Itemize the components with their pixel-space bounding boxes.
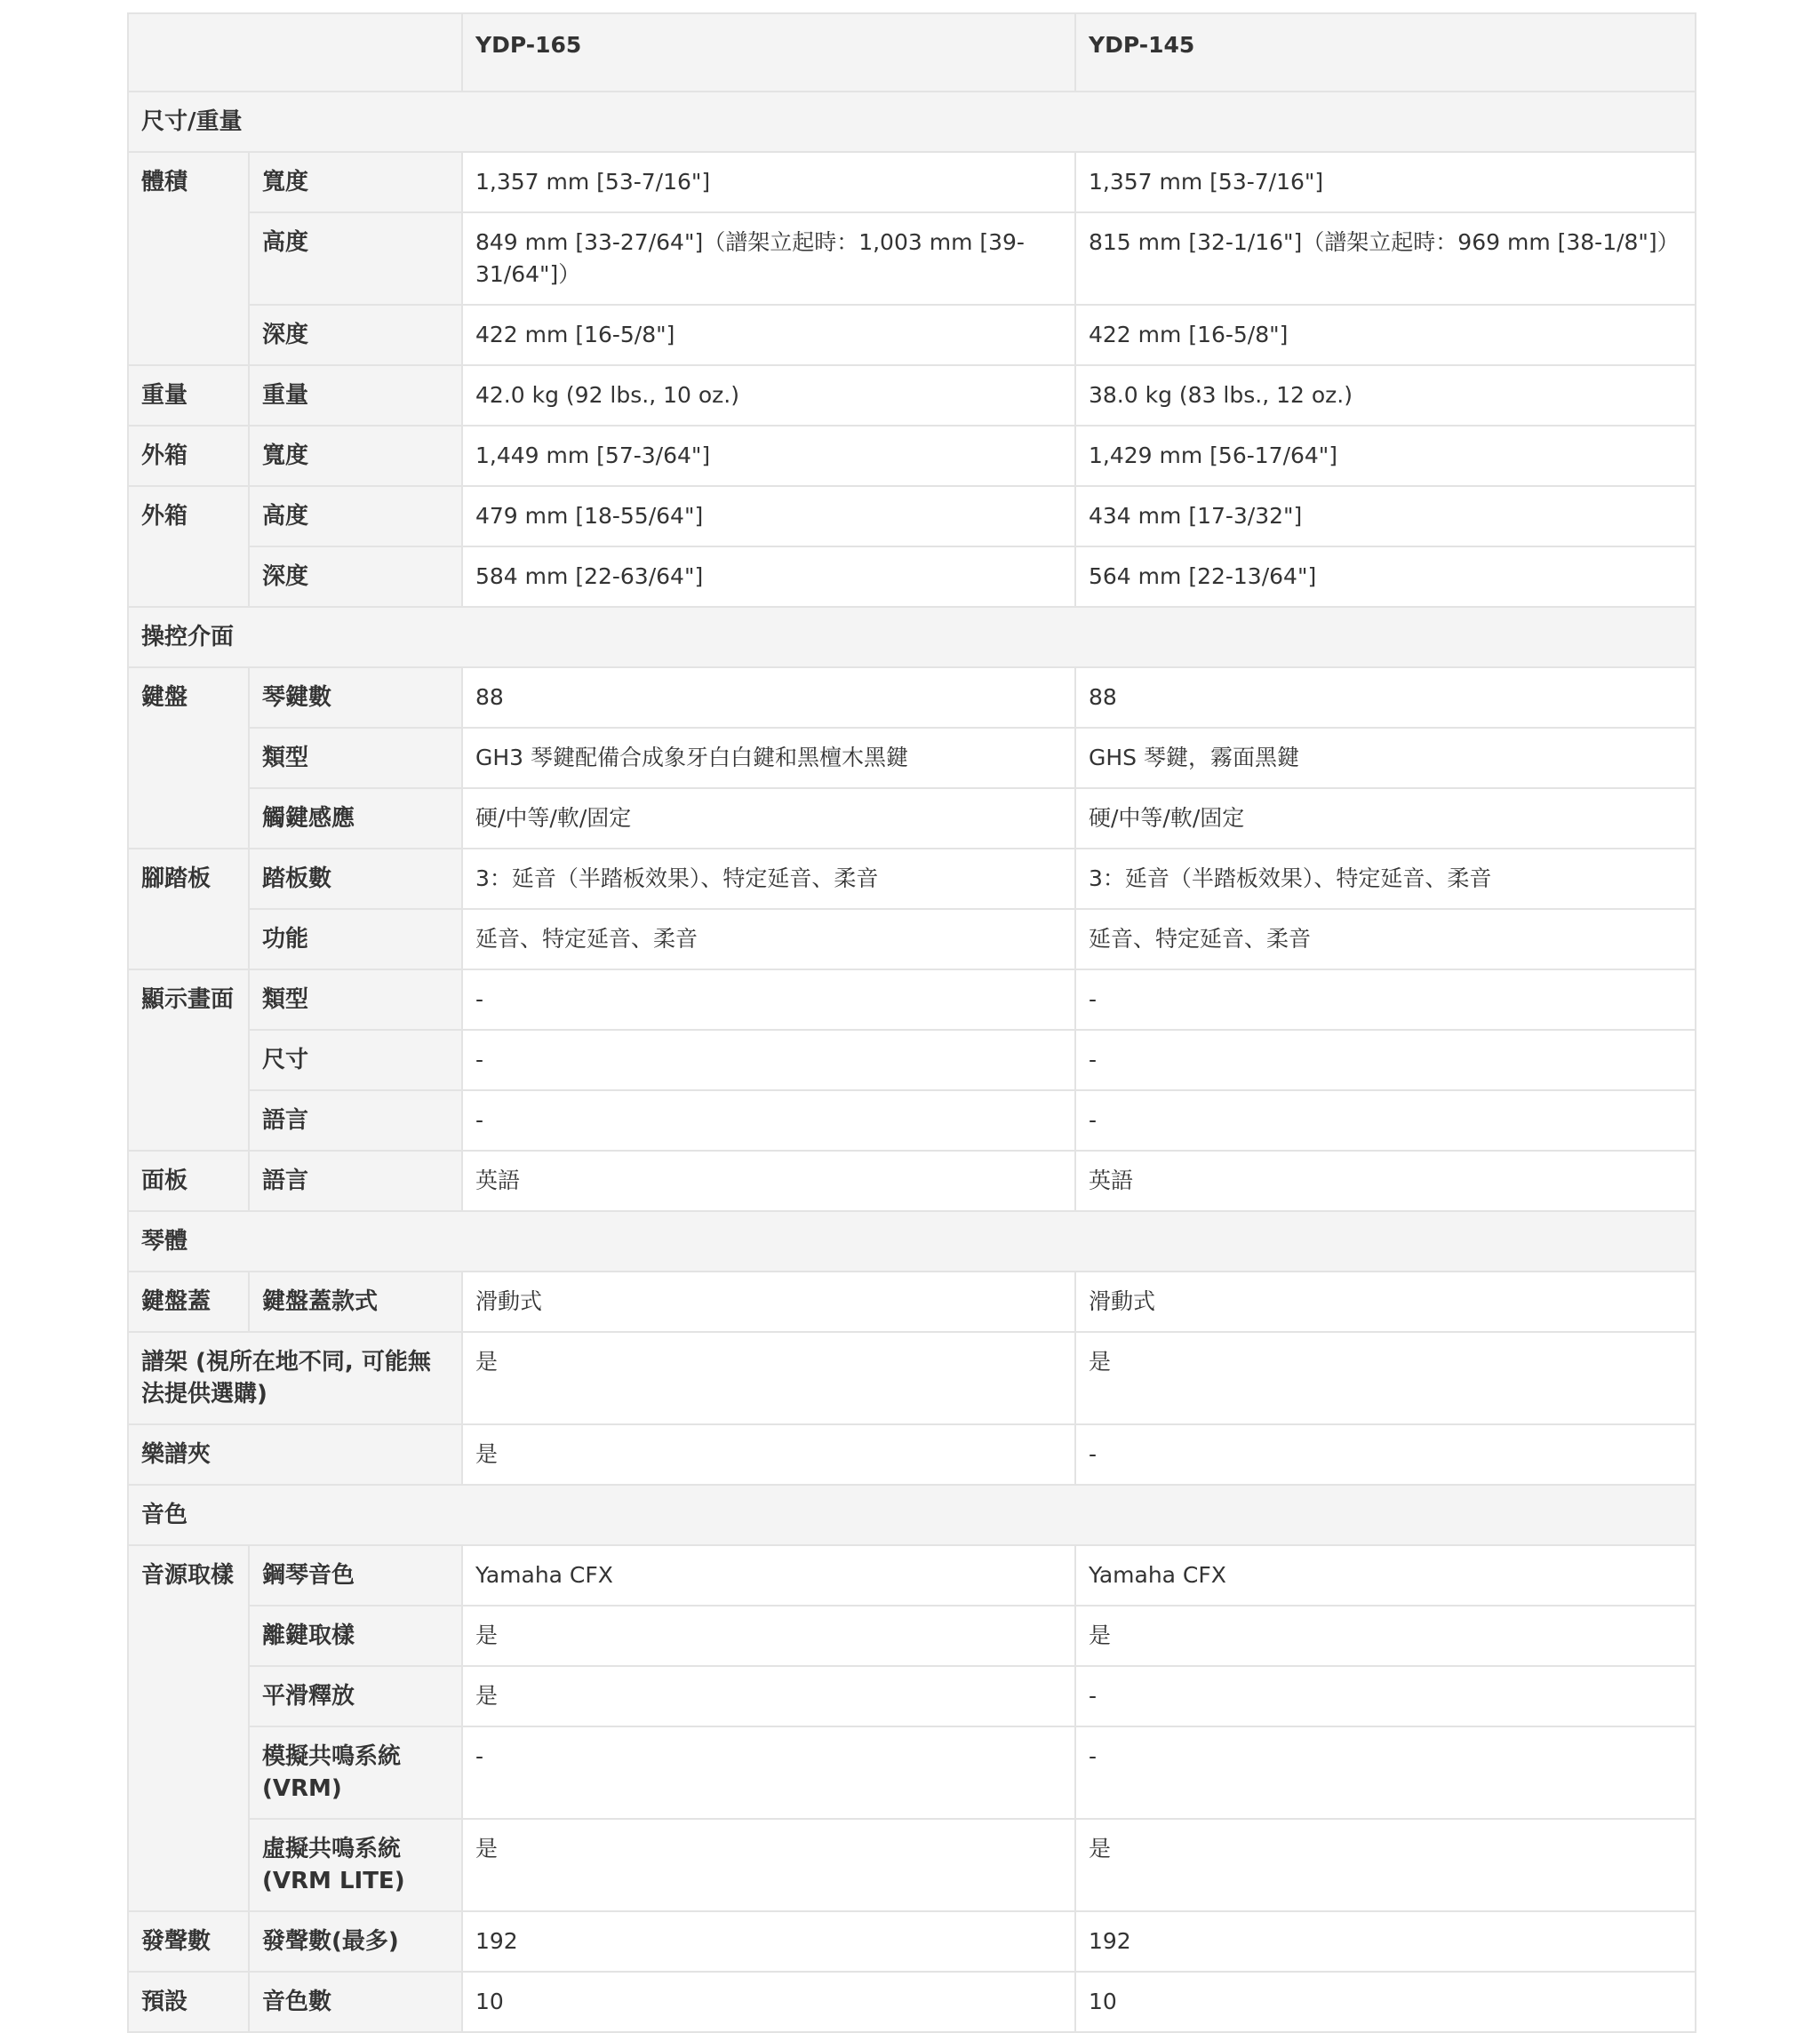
value-ydp145: - <box>1075 969 1696 1030</box>
value-ydp145: 10 <box>1075 1972 1696 2032</box>
value-ydp165: 是 <box>462 1819 1075 1911</box>
subcategory-label: 鋼琴音色 <box>249 1545 462 1606</box>
value-ydp165: 硬/中等/軟/固定 <box>462 788 1075 849</box>
value-ydp145: GHS 琴鍵，霧面黑鍵 <box>1075 728 1696 788</box>
category-label: 樂譜夾 <box>128 1424 462 1485</box>
subcategory-label: 深度 <box>249 546 462 607</box>
value-ydp145: Yamaha CFX <box>1075 1545 1696 1606</box>
category-label: 體積 <box>128 152 249 365</box>
table-row <box>128 212 1696 305</box>
value-ydp165: Yamaha CFX <box>462 1545 1075 1606</box>
table-row <box>128 1545 1696 1606</box>
subcategory-label: 琴鍵數 <box>249 667 462 728</box>
section-row-voice <box>128 1485 1696 1545</box>
value-ydp165: 1,449 mm [57-3/64"] <box>462 426 1075 486</box>
section-title: 操控介面 <box>128 607 1696 667</box>
subcategory-label: 模擬共鳴系統 (VRM) <box>249 1726 462 1819</box>
value-ydp165: 英語 <box>462 1151 1075 1211</box>
value-ydp165: 滑動式 <box>462 1272 1075 1332</box>
value-ydp145: 硬/中等/軟/固定 <box>1075 788 1696 849</box>
category-label: 腳踏板 <box>128 849 249 969</box>
value-ydp145: 是 <box>1075 1332 1696 1424</box>
value-ydp165: - <box>462 1726 1075 1819</box>
table-row <box>128 1090 1696 1151</box>
value-ydp145: 192 <box>1075 1911 1696 1972</box>
table-row <box>128 909 1696 969</box>
subcategory-label: 鍵盤蓋款式 <box>249 1272 462 1332</box>
category-label: 鍵盤 <box>128 667 249 849</box>
subcategory-label: 觸鍵感應 <box>249 788 462 849</box>
table-row <box>128 788 1696 849</box>
value-ydp165: 延音、特定延音、柔音 <box>462 909 1075 969</box>
value-ydp165: - <box>462 1030 1075 1090</box>
subcategory-label: 踏板數 <box>249 849 462 909</box>
value-ydp145: 88 <box>1075 667 1696 728</box>
value-ydp145: 815 mm [32-1/16"]（譜架立起時：969 mm [38-1/8"]） <box>1075 212 1696 305</box>
subcategory-label: 虛擬共鳴系統 (VRM LITE) <box>249 1819 462 1911</box>
table-row <box>128 546 1696 607</box>
subcategory-label: 發聲數(最多) <box>249 1911 462 1972</box>
subcategory-label: 語言 <box>249 1090 462 1151</box>
category-label: 外箱 <box>128 486 249 607</box>
subcategory-label: 類型 <box>249 728 462 788</box>
value-ydp165: 849 mm [33-27/64"]（譜架立起時：1,003 mm [39-31/64"]） <box>462 212 1075 305</box>
category-label: 重量 <box>128 365 249 426</box>
value-ydp165: 88 <box>462 667 1075 728</box>
subcategory-label: 高度 <box>249 212 462 305</box>
subcategory-label: 離鍵取樣 <box>249 1606 462 1666</box>
subcategory-label: 尺寸 <box>249 1030 462 1090</box>
value-ydp165: 是 <box>462 1332 1075 1424</box>
value-ydp145: - <box>1075 1030 1696 1090</box>
table-row <box>128 1819 1696 1911</box>
section-title: 琴體 <box>128 1211 1696 1272</box>
model-header-ydp165: YDP-165 <box>462 13 1075 92</box>
value-ydp165: 1,357 mm [53-7/16"] <box>462 152 1075 212</box>
value-ydp145: - <box>1075 1726 1696 1819</box>
category-label: 發聲數 <box>128 1911 249 1972</box>
subcategory-label: 功能 <box>249 909 462 969</box>
subcategory-label: 類型 <box>249 969 462 1030</box>
table-row <box>128 305 1696 365</box>
spec-table-container <box>127 12 1695 2033</box>
table-row <box>128 486 1696 546</box>
value-ydp145: - <box>1075 1090 1696 1151</box>
table-row <box>128 1726 1696 1819</box>
table-row <box>128 1606 1696 1666</box>
value-ydp145: 3：延音（半踏板效果）、特定延音、柔音 <box>1075 849 1696 909</box>
value-ydp145: 英語 <box>1075 1151 1696 1211</box>
subcategory-label: 音色數 <box>249 1972 462 2032</box>
subcategory-label: 語言 <box>249 1151 462 1211</box>
value-ydp165: 是 <box>462 1666 1075 1726</box>
value-ydp145: - <box>1075 1666 1696 1726</box>
value-ydp145: 434 mm [17-3/32"] <box>1075 486 1696 546</box>
subcategory-label: 寬度 <box>249 152 462 212</box>
value-ydp165: 192 <box>462 1911 1075 1972</box>
table-row <box>128 365 1696 426</box>
section-row-body <box>128 1211 1696 1272</box>
spec-comparison-table <box>127 12 1696 2033</box>
section-row-size <box>128 92 1696 152</box>
table-row <box>128 969 1696 1030</box>
value-ydp165: 是 <box>462 1606 1075 1666</box>
subcategory-label: 平滑釋放 <box>249 1666 462 1726</box>
subcategory-label: 深度 <box>249 305 462 365</box>
table-row <box>128 1972 1696 2032</box>
table-row <box>128 152 1696 212</box>
value-ydp145: 滑動式 <box>1075 1272 1696 1332</box>
table-row <box>128 1272 1696 1332</box>
section-title: 尺寸/重量 <box>128 92 1696 152</box>
value-ydp165: 3：延音（半踏板效果）、特定延音、柔音 <box>462 849 1075 909</box>
value-ydp145: 是 <box>1075 1606 1696 1666</box>
value-ydp165: 10 <box>462 1972 1075 2032</box>
category-label: 預設 <box>128 1972 249 2032</box>
header-empty-cell <box>128 13 462 92</box>
table-row <box>128 728 1696 788</box>
value-ydp145: 1,429 mm [56-17/64"] <box>1075 426 1696 486</box>
table-row <box>128 1911 1696 1972</box>
value-ydp165: - <box>462 1090 1075 1151</box>
table-row <box>128 1151 1696 1211</box>
value-ydp165: 422 mm [16-5/8"] <box>462 305 1075 365</box>
model-header-ydp145: YDP-145 <box>1075 13 1696 92</box>
value-ydp145: 延音、特定延音、柔音 <box>1075 909 1696 969</box>
table-header-row <box>128 13 1696 92</box>
category-label: 面板 <box>128 1151 249 1211</box>
value-ydp165: 479 mm [18-55/64"] <box>462 486 1075 546</box>
table-row <box>128 426 1696 486</box>
table-row <box>128 1424 1696 1485</box>
value-ydp145: 1,357 mm [53-7/16"] <box>1075 152 1696 212</box>
subcategory-label: 高度 <box>249 486 462 546</box>
value-ydp165: 42.0 kg (92 lbs., 10 oz.) <box>462 365 1075 426</box>
value-ydp165: 是 <box>462 1424 1075 1485</box>
category-label: 外箱 <box>128 426 249 486</box>
value-ydp165: - <box>462 969 1075 1030</box>
section-title: 音色 <box>128 1485 1696 1545</box>
value-ydp145: 38.0 kg (83 lbs., 12 oz.) <box>1075 365 1696 426</box>
table-row <box>128 1666 1696 1726</box>
category-label: 鍵盤蓋 <box>128 1272 249 1332</box>
category-label: 譜架 (視所在地不同, 可能無法提供選購) <box>128 1332 462 1424</box>
value-ydp145: - <box>1075 1424 1696 1485</box>
category-label: 音源取樣 <box>128 1545 249 1911</box>
table-row <box>128 1332 1696 1424</box>
table-row <box>128 849 1696 909</box>
subcategory-label: 重量 <box>249 365 462 426</box>
table-row <box>128 667 1696 728</box>
value-ydp165: 584 mm [22-63/64"] <box>462 546 1075 607</box>
table-row <box>128 1030 1696 1090</box>
value-ydp165: GH3 琴鍵配備合成象牙白白鍵和黑檀木黑鍵 <box>462 728 1075 788</box>
value-ydp145: 564 mm [22-13/64"] <box>1075 546 1696 607</box>
value-ydp145: 是 <box>1075 1819 1696 1911</box>
category-label: 顯示畫面 <box>128 969 249 1151</box>
value-ydp145: 422 mm [16-5/8"] <box>1075 305 1696 365</box>
section-row-control <box>128 607 1696 667</box>
subcategory-label: 寬度 <box>249 426 462 486</box>
